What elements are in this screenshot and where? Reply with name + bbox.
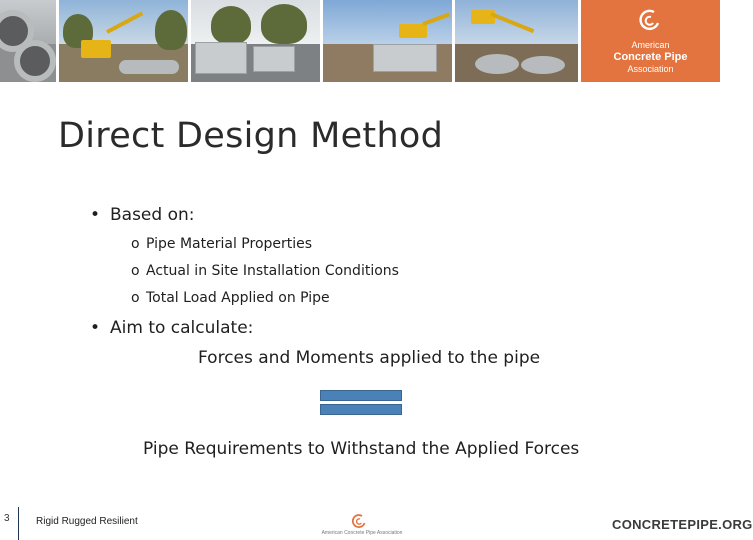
bullet-text: Aim to calculate: [110,318,254,338]
footer-website: CONCRETEPIPE.ORG [612,517,753,532]
header-photo-pipe-installation [455,0,578,82]
slide-title: Direct Design Method [58,116,444,156]
slide-number: 3 [4,513,10,524]
footer-logo-icon [352,514,366,528]
sub-bullet-material-properties [131,236,312,252]
bullet-aim-to-calculate [90,318,253,338]
sub-bullet-text: Pipe Material Properties [146,236,313,252]
bullet-marker: • [90,318,101,338]
sub-bullet-marker: o [131,236,140,252]
sub-bullet-text: Total Load Applied on Pipe [146,290,330,306]
header-photo-excavator [59,0,188,82]
header-photo-box-culverts [191,0,320,82]
forces-moments-text: Forces and Moments applied to the pipe [198,348,541,368]
header-photo-pipes [0,0,56,82]
bullet-text: Based on: [110,205,195,225]
logo-text-american: American [631,40,670,50]
sub-bullet-text: Actual in Site Installation Conditions [146,263,399,279]
logo-text-concrete-pipe: Concrete Pipe [613,51,688,63]
logo-text-association: Association [627,64,674,74]
equals-sign-top-bar [320,390,402,401]
sub-bullet-total-load [131,290,330,306]
pipe-requirements-text: Pipe Requirements to Withstand the Applied Forces [143,439,580,459]
header-banner [0,0,720,82]
footer-association-text: American Concrete Pipe Association [321,530,403,536]
equals-sign-bottom-bar [320,404,402,415]
bullet-based-on [90,205,195,225]
footer-tagline: Rigid Rugged Resilient [36,516,138,527]
sub-bullet-marker: o [131,263,140,279]
sub-bullet-installation-conditions [131,263,399,279]
header-photo-construction-site [323,0,452,82]
sub-bullet-marker: o [131,290,140,306]
acpa-logo-icon [639,9,661,31]
bullet-marker: • [90,205,101,225]
